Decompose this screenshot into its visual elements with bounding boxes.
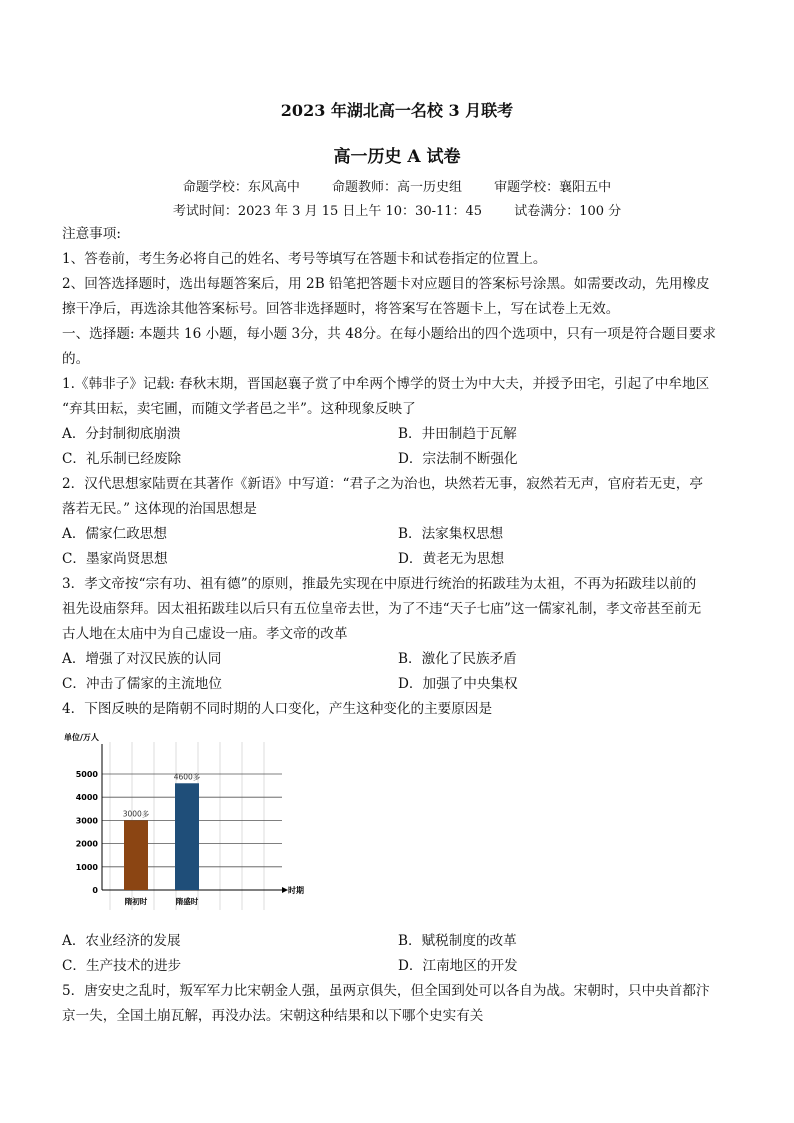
q2-stem-line-1: 2．汉代思想家陆贾在其著作《新语》中写道：“君子之为治也，块然若无事，寂然若无声，官府若无吏，亭 [62, 476, 703, 492]
full-score: 试卷满分：100 分 [514, 204, 622, 219]
note-2-line-1: 2、回答选择题时，选出每题答案后，用 2B 铅笔把答题卡对应题目的答案标号涂黑。如需要改动，先用橡皮 [62, 276, 710, 292]
exam-title: 2023 年湖北高一名校 3 月联考 [280, 101, 514, 120]
q4-option-d: D．江南地区的开发 [398, 958, 518, 974]
bar-data-label: 3000多 [122, 809, 150, 819]
q1-option-c: C．礼乐制已经废除 [62, 451, 182, 467]
notes-heading: 注意事项: [62, 226, 121, 242]
q4-option-b: B．赋税制度的改革 [398, 933, 517, 949]
q3-stem-line-1: 3．孝文帝按“宗有功、祖有德”的原则，推最先实现在中原进行统治的拓跋珪为太祖，不再为拓跋珪以前的 [62, 576, 697, 592]
q2-option-b: B．法家集权思想 [398, 526, 504, 542]
reviewer-school: 审题学校：襄阳五中 [494, 180, 612, 195]
q1-stem-line-2: “弃其田耘，卖宅圃，而随文学者邑之半”。这种现象反映了 [62, 401, 416, 417]
bar-2 [175, 783, 199, 890]
q2-option-c: C．墨家尚贤思想 [62, 551, 168, 567]
y-tick-label: 1000 [75, 862, 98, 872]
q1-option-d: D．宗法制不断强化 [398, 451, 518, 467]
q3-option-b: B．激化了民族矛盾 [398, 651, 517, 667]
y-tick-label: 5000 [75, 770, 98, 779]
y-axis-label: 单位/万人 [64, 733, 99, 742]
section-heading-line-2: 的。 [62, 351, 90, 367]
y-tick-label: 3000 [75, 816, 98, 826]
x-tick-label: 隋盛时 [175, 897, 199, 906]
exam-subtitle: 高一历史 A 试卷 [333, 147, 461, 167]
q4-stem-line-1: 4．下图反映的是隋朝不同时期的人口变化，产生这种变化的主要原因是 [62, 701, 493, 717]
q1-stem-line-1: 1.《韩非子》记载: 春秋末期，晋国赵襄子赏了中牟两个博学的贤士为中大夫，并授予田宅，引起了中牟地区 [62, 376, 710, 392]
population-chart [62, 728, 304, 917]
q3-option-a: A．增强了对汉民族的认同 [62, 651, 222, 667]
proposer-teacher: 命题教师：高一历史组 [331, 180, 462, 195]
exam-time: 考试时间：2023 年 3 月 15 日上午 10：30-11：45 [172, 204, 483, 219]
x-axis-label: 时期 [288, 886, 304, 895]
q1-option-b: B．井田制趋于瓦解 [398, 426, 517, 442]
q5-stem-line-1: 5．唐安史之乱时，叛军军力比宋朝金人强，虽两京俱失，但全国到处可以各自为战。宋朝时，只中央首都汴 [62, 983, 710, 999]
bar-1 [124, 820, 148, 890]
q4-option-c: C．生产技术的进步 [62, 958, 182, 974]
bar-data-label: 4600多 [173, 772, 201, 782]
y-tick-label: 4000 [75, 793, 98, 803]
q5-stem-line-2: 京一失，全国土崩瓦解，再没办法。宋朝这种结果和以下哪个史实有关 [62, 1008, 484, 1024]
y-tick-label: 2000 [75, 839, 98, 849]
x-tick-label: 隋初时 [124, 897, 148, 906]
q3-stem-line-2: 祖先设庙祭拜。因太祖拓跋珪以后只有五位皇帝去世，为了不违“天子七庙”这一儒家礼制，孝文帝甚至前无 [62, 601, 702, 617]
exam-info-authors [0, 176, 794, 195]
exam-info-time [0, 200, 794, 219]
q2-stem-line-2: 落若无民。” 这体现的治国思想是 [62, 501, 257, 517]
q2-option-d: D．黄老无为思想 [398, 551, 505, 567]
q4-option-a: A．农业经济的发展 [62, 933, 181, 949]
q3-stem-line-3: 古人地在太庙中为自己虚设一庙。孝文帝的改革 [62, 626, 348, 642]
population-bar-chart [62, 728, 304, 913]
q2-option-a: A．儒家仁政思想 [62, 526, 167, 542]
q1-option-a: A．分封制彻底崩溃 [62, 426, 181, 442]
section-heading-line-1: 一、选择题: 本题共 16 小题，每小题 3分，共 48分。在每小题给出的四个选项中，只有一项是符合题目要求 [62, 326, 716, 342]
proposer-school: 命题学校：东风高中 [182, 180, 300, 195]
note-2-line-2: 擦干净后，再选涂其他答案标号。回答非选择题时，将答案写在答题卡上，写在试卷上无效。 [62, 301, 620, 317]
y-tick-label: 0 [92, 886, 98, 895]
q3-option-d: D．加强了中央集权 [398, 676, 518, 692]
note-1: 1、答卷前，考生务必将自己的姓名、考号等填写在答题卡和试卷指定的位置上。 [62, 251, 547, 267]
q3-option-c: C．冲击了儒家的主流地位 [62, 676, 222, 692]
